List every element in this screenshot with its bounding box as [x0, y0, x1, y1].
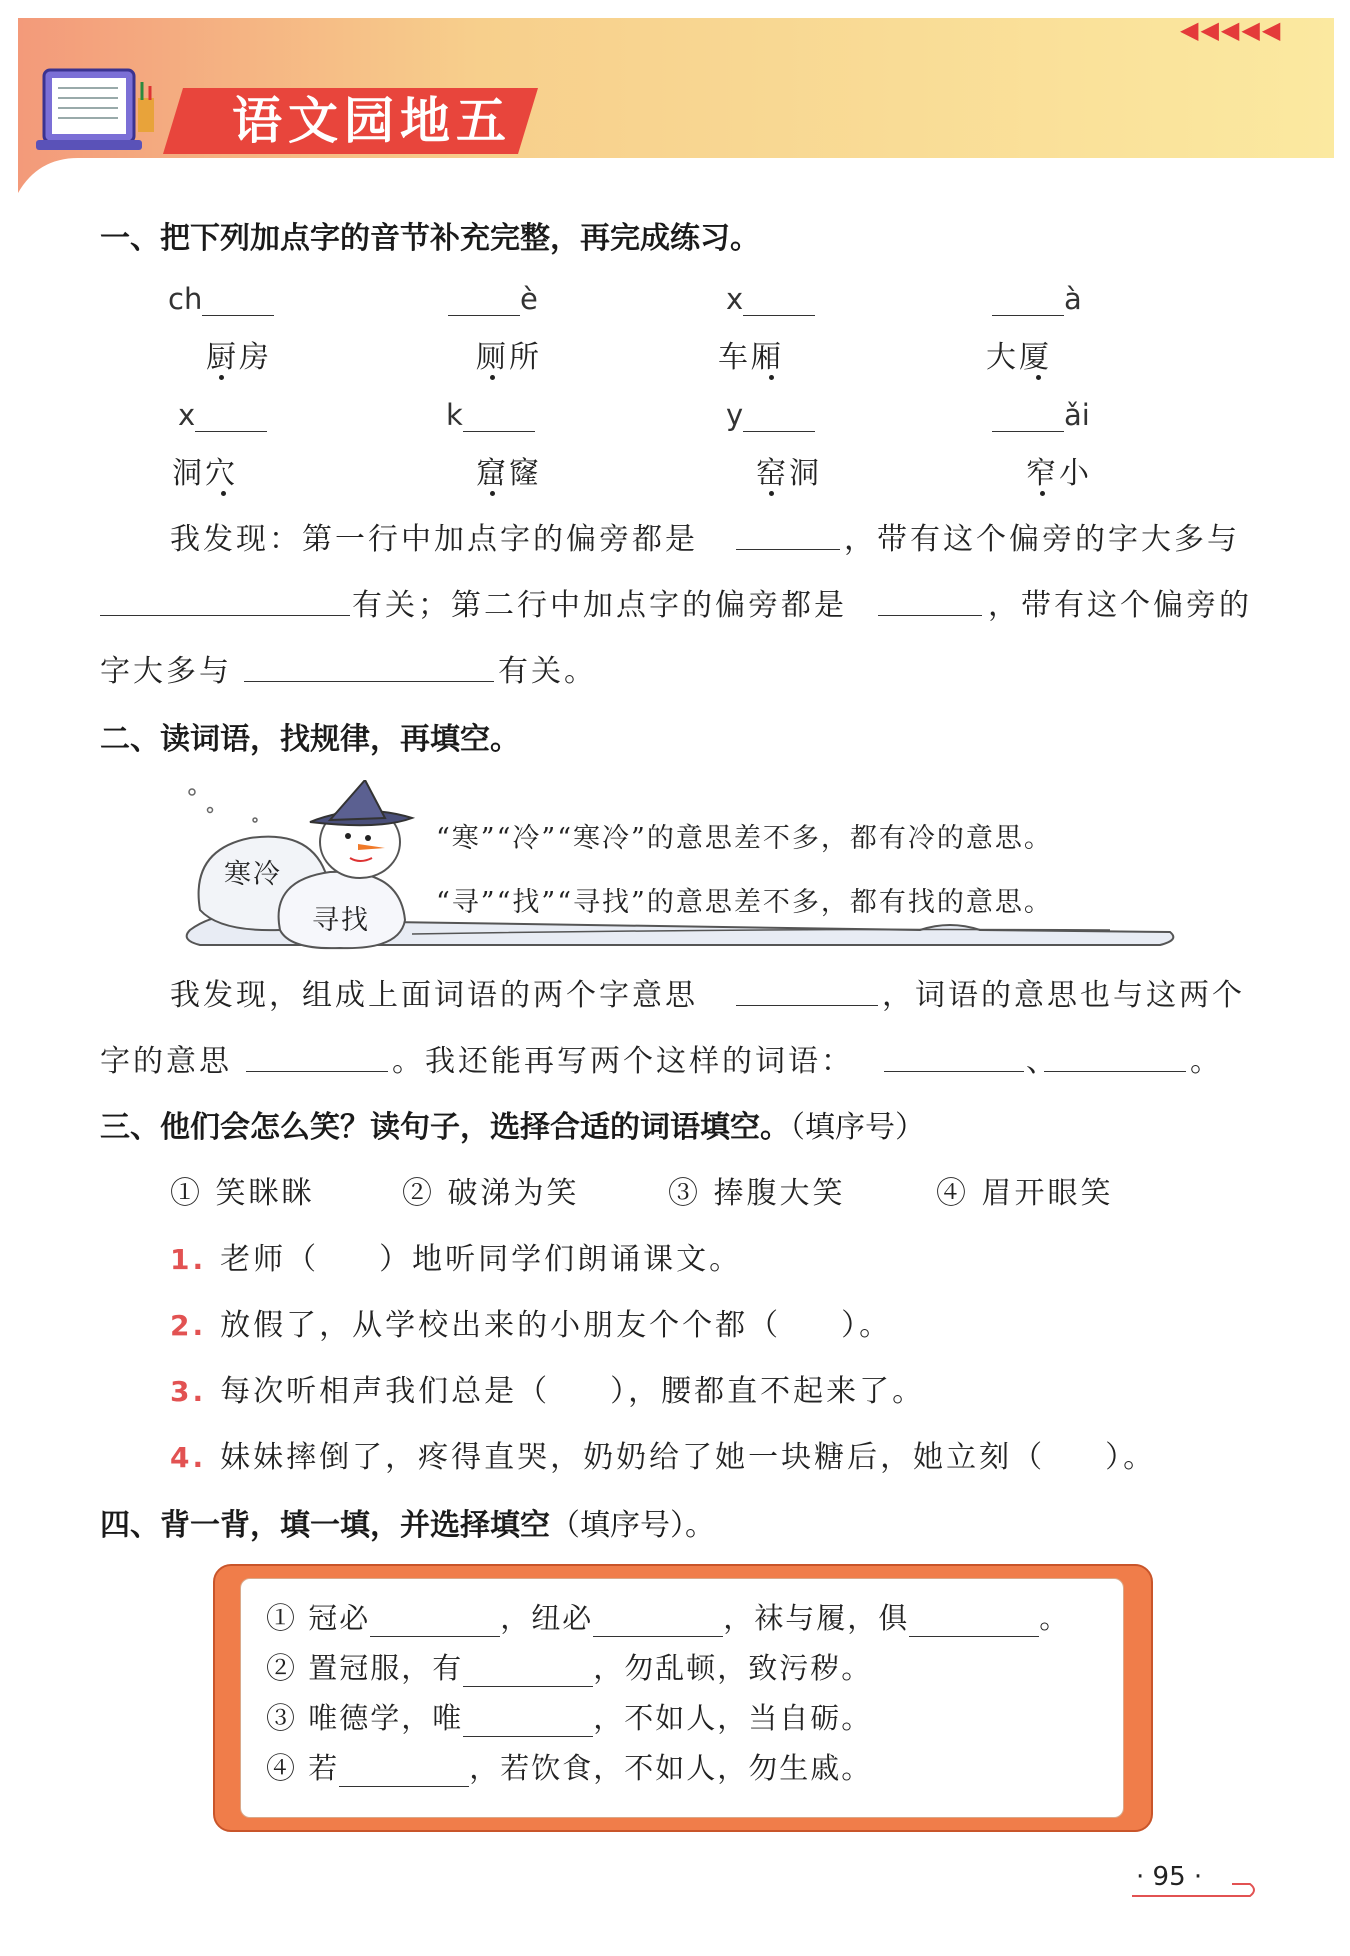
- question-2: 2. 放假了，从学校出来的小朋友个个都（ ）。: [170, 1308, 893, 1343]
- emphasis-dot: [769, 375, 774, 380]
- verse-4: ④ 若 ，若饮食，不如人，勿生戚。: [266, 1751, 873, 1785]
- verse-3: ③ 唯德学，唯 ，不如人，当自砺。: [266, 1701, 873, 1735]
- emphasis-dot: [490, 491, 495, 496]
- sec1-para-3b: 有关。: [498, 654, 597, 689]
- sec1-para-2b: ，带有这个偏旁的: [988, 588, 1252, 623]
- question-1: 1. 老师（ ）地听同学们朗诵课文。: [170, 1242, 743, 1277]
- pinyin-3: x: [726, 282, 815, 316]
- pinyin-2: è: [448, 282, 538, 316]
- word-7: 窑洞: [756, 456, 822, 491]
- answer-blank[interactable]: [736, 1004, 878, 1006]
- header-band: [18, 18, 1334, 193]
- section-1-heading: 一、把下列加点字的音节补充完整，再完成练习。: [100, 221, 760, 256]
- sec2-para-2b: 。我还能再写两个这样的词语：: [392, 1044, 854, 1079]
- sec2-para-1b: ，词语的意思也与这两个: [882, 978, 1245, 1013]
- answer-blank[interactable]: [100, 614, 350, 616]
- emphasis-dot: [219, 375, 224, 380]
- word-1: 厨房: [206, 340, 272, 375]
- option-2: ② 破涕为笑: [402, 1176, 580, 1211]
- question-3: 3. 每次听相声我们总是（ ），腰都直不起来了。: [170, 1374, 926, 1409]
- verse-1: ① 冠必 ，纽必 ，袜与履，俱 。: [266, 1601, 1071, 1635]
- pinyin-5: x: [178, 398, 267, 432]
- emphasis-dot: [1040, 491, 1045, 496]
- answer-blank[interactable]: [1044, 1070, 1186, 1072]
- page-underline: [1132, 1870, 1262, 1900]
- arrow-icons: ◀◀◀◀◀: [1180, 16, 1283, 44]
- pinyin-4: à: [992, 282, 1082, 316]
- example-line-1: “寒”“冷”“寒冷”的意思差不多，都有冷的意思。: [436, 823, 1053, 854]
- word-6: 窟窿: [476, 456, 542, 491]
- pinyin-8: ǎi: [992, 398, 1090, 432]
- sec2-para-1a: 我发现，组成上面词语的两个字意思: [170, 978, 698, 1013]
- sec1-para-3a: 字大多与: [100, 654, 232, 689]
- section-3-heading: 三、他们会怎么笑？读句子，选择合适的词语填空。（填序号）: [100, 1110, 925, 1145]
- pinyin-6: k: [446, 398, 535, 432]
- emphasis-dot: [1036, 375, 1041, 380]
- option-1: ① 笑眯眯: [170, 1176, 315, 1211]
- word-5: 洞穴: [172, 456, 238, 491]
- sec1-para-2a: 有关；第二行中加点字的偏旁都是: [352, 588, 847, 623]
- answer-blank[interactable]: [884, 1070, 1024, 1072]
- section-2-heading: 二、读词语，找规律，再填空。: [100, 722, 520, 757]
- option-4: ④ 眉开眼笑: [936, 1176, 1114, 1211]
- page-number: · 95 ·: [1136, 1862, 1203, 1892]
- emphasis-dot: [490, 375, 495, 380]
- verse-2: ② 置冠服，有 ，勿乱顿，致污秽。: [266, 1651, 873, 1685]
- snow-word-search: 寻找: [312, 905, 370, 936]
- question-4: 4. 妹妹摔倒了，疼得直哭，奶奶给了她一块糖后，她立刻（ ）。: [170, 1440, 1157, 1475]
- pinyin-1: ch: [168, 282, 274, 316]
- sec2-para-2c: 、: [1026, 1044, 1059, 1079]
- emphasis-dot: [769, 491, 774, 496]
- word-8: 窄小: [1026, 456, 1092, 491]
- word-2: 厕所: [476, 340, 542, 375]
- pinyin-7: y: [726, 398, 815, 432]
- option-3: ③ 捧腹大笑: [668, 1176, 846, 1211]
- page-title: 语文园地五: [232, 92, 512, 150]
- section-4-heading: 四、背一背，填一填，并选择填空（填序号）。: [100, 1508, 715, 1543]
- word-3: 车厢: [718, 340, 784, 375]
- sec2-para-2a: 字的意思: [100, 1044, 232, 1079]
- answer-blank[interactable]: [246, 1070, 388, 1072]
- emphasis-dot: [221, 491, 226, 496]
- snow-word-cold: 寒冷: [224, 859, 282, 890]
- sec1-para-1b: ，带有这个偏旁的字大多与: [844, 522, 1240, 557]
- sec1-para-1a: 我发现：第一行中加点字的偏旁都是: [170, 522, 698, 557]
- example-line-2: “寻”“找”“寻找”的意思差不多，都有找的意思。: [436, 887, 1053, 918]
- answer-blank[interactable]: [736, 548, 840, 550]
- answer-blank[interactable]: [878, 614, 982, 616]
- sec2-para-2d: 。: [1190, 1044, 1223, 1079]
- answer-blank[interactable]: [244, 680, 494, 682]
- word-4: 大厦: [986, 340, 1052, 375]
